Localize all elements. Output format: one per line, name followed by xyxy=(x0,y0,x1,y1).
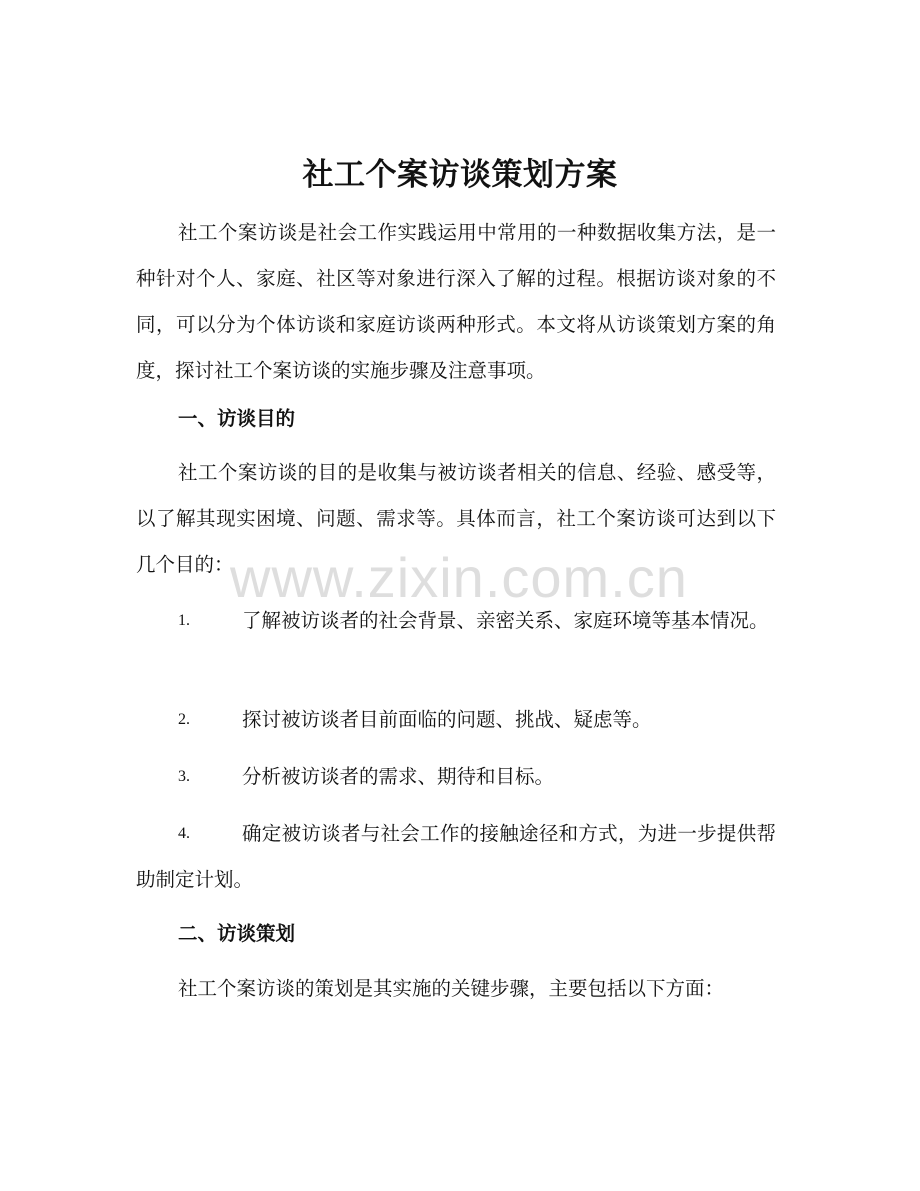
list-item xyxy=(136,697,776,743)
list-number: 4. xyxy=(178,825,190,842)
list-item xyxy=(136,754,776,800)
list-text: 确定被访谈者与社会工作的接触途径和方式，为进一步提供帮助制定计划。 xyxy=(136,822,776,891)
document-title: 社工个案访谈策划方案 xyxy=(302,157,618,193)
list-number: 3. xyxy=(178,768,190,785)
section-heading-purpose: 一、访谈目的 xyxy=(178,407,296,430)
list-number: 1. xyxy=(178,612,190,629)
list-number: 2. xyxy=(178,711,190,728)
planning-paragraph: 社工个案访谈的策划是其实施的关键步骤，主要包括以下方面： xyxy=(178,977,725,1000)
list-text: 分析被访谈者的需求、期待和目标。 xyxy=(242,765,555,788)
intro-paragraph: 社工个案访谈是社会工作实践运用中常用的一种数据收集方法，是一种针对个人、家庭、社区等对象进行深入了解的过程。根据访谈对象的不同，可以分为个体访谈和家庭访谈两种形式。本文将从访谈策划方案的角度，探讨社工个案访谈的实施步骤及注意事项。 xyxy=(136,221,776,382)
list-item xyxy=(136,811,776,903)
purpose-paragraph: 社工个案访谈的目的是收集与被访谈者相关的信息、经验、感受等，以了解其现实困境、问题、需求等。具体而言，社工个案访谈可达到以下几个目的： xyxy=(136,461,776,576)
list-text: 了解被访谈者的社会背景、亲密关系、家庭环境等基本情况。 xyxy=(242,609,769,632)
section-heading-planning: 二、访谈策划 xyxy=(178,922,296,945)
list-item xyxy=(136,598,776,644)
watermark: www.zixin.com.cn xyxy=(230,546,688,609)
list-text: 探讨被访谈者目前面临的问题、挑战、疑虑等。 xyxy=(242,708,652,731)
